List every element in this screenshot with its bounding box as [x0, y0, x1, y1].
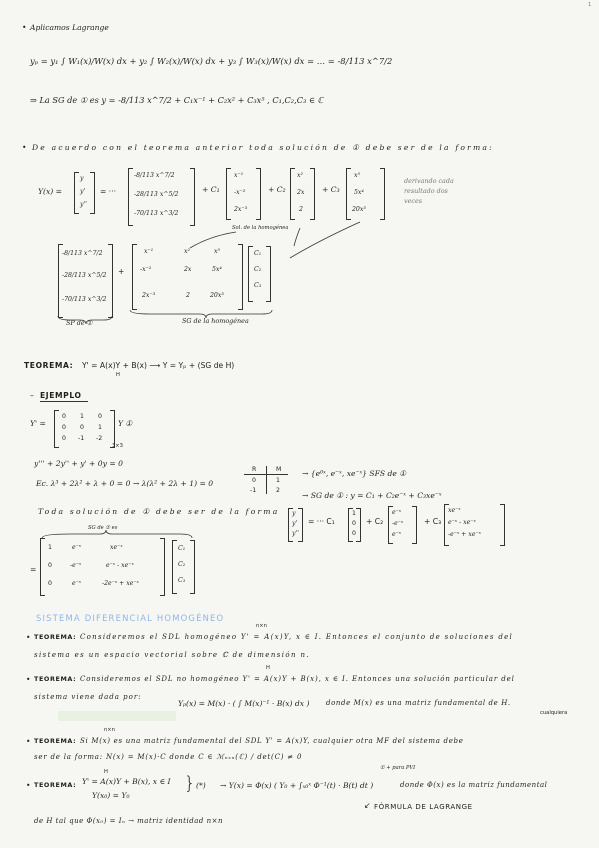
c-entry: C₃	[254, 282, 262, 289]
y-vec: y''	[292, 530, 299, 537]
theorem-tail: donde M(x) es una matriz fundamental de H.	[326, 699, 511, 707]
big-cell: -2e⁻ˣ + xe⁻ˣ	[102, 580, 139, 587]
theorem-brace-label: (*)	[196, 781, 206, 790]
y-entry: y	[80, 175, 84, 182]
bullet: •	[26, 781, 31, 790]
big-cell: 0	[48, 580, 52, 587]
ejemplo-set: → {e⁰ˣ, e⁻ˣ, xe⁻ˣ} SFS de ①	[302, 469, 407, 478]
m-cell: 1	[80, 413, 84, 420]
ejemplo-sg: → SG de ① : y = C₁ + C₂e⁻ˣ + C₃xe⁻ˣ	[302, 491, 442, 500]
y-vec: y	[292, 510, 296, 517]
theorem-note: n×n	[104, 727, 115, 733]
y-vec: y'	[292, 520, 298, 527]
bullet: •	[22, 23, 27, 32]
vec2: -e⁻ˣ	[392, 520, 404, 527]
fund-cell: 2x⁻³	[142, 292, 156, 299]
ejemplo-toda: Toda solución de ① debe ser de la forma	[38, 507, 280, 516]
vector-eq-lhs: Y(x) =	[38, 187, 62, 196]
c2-label: + C₂	[366, 517, 384, 526]
theorem-label: TEOREMA:	[34, 675, 77, 683]
m-cell: 1	[98, 424, 102, 431]
fund-cell: 2	[186, 292, 190, 299]
c2-label: + C₂	[268, 185, 286, 194]
c1-label: + C₁	[202, 185, 220, 194]
theorem-line: sistema viene dada por:	[34, 693, 142, 701]
part-entry: -70/113 x^3/2	[134, 210, 179, 217]
vec2: e⁻ˣ	[392, 509, 402, 516]
section-title: SISTEMA DIFERENCIAL HOMOGÉNEO	[36, 613, 225, 623]
theorem-line: Si M(x) es una matriz fundamental del SDL Y' = A(x)Y, cualquier otra MF del sistema debe	[80, 737, 464, 745]
vec1: 0	[352, 530, 356, 537]
c-entry: C₃	[178, 577, 186, 584]
note-line: veces	[404, 197, 423, 205]
fund-cell: 5x⁴	[212, 266, 222, 273]
bullet: •	[26, 633, 31, 642]
c-entry: C₁	[254, 250, 262, 257]
theorem-sys2: Y(x₀) = Y₀	[92, 791, 130, 800]
fund-cell: -x⁻²	[140, 266, 152, 273]
theorem-label: TEOREMA:	[34, 737, 77, 745]
theorem-lagrange-label: FÓRMULA DE LAGRANGE	[374, 803, 473, 811]
theorem-line: sistema es un espacio vectorial sobre ℂ de dimensión n.	[34, 651, 311, 659]
sp-label: SP de ①	[66, 319, 93, 327]
theorem-formula: Yₚ(x) = M(x) · ( ∫ M(x)⁻¹ · B(x) dx )	[178, 699, 310, 708]
ejemplo-eq1: y''' + 2y'' + y' + 0y = 0	[34, 459, 123, 468]
c-entry: C₁	[178, 545, 186, 552]
vec3: -e⁻ˣ + xe⁻ˣ	[448, 531, 481, 538]
theorem-tail: donde Φ(x) es la matriz fundamental	[400, 781, 548, 789]
root-cell: 0	[252, 477, 256, 484]
bullet: •	[22, 143, 27, 152]
fund-cell: 2x	[184, 266, 192, 273]
part-entry: -28/113 x^5/2	[134, 191, 179, 198]
c1-entry: 2x⁻³	[234, 206, 248, 213]
m-cell: 0	[62, 413, 66, 420]
theorem-line: Consideremos el SDL homogéneo Y' = A(x)Y, x ∈ I. Entonces el conjunto de soluciones del	[80, 633, 514, 641]
c3-entry: 5x⁴	[354, 189, 364, 196]
page-number: 1	[588, 2, 592, 8]
arrow: ↙	[364, 801, 371, 810]
vec1: 0	[352, 520, 356, 527]
theorem-note-h: H	[266, 665, 270, 671]
ejemplo-after: Y ①	[118, 419, 133, 428]
equals-dots: = ···	[100, 187, 117, 196]
lagrange-formula: yₚ = y₁ ∫ W₁(x)/W(x) dx + y₂ ∫ W₂(x)/W(x) dx + y₃ ∫ W₃(x)/W(x) dx = … = -8/113 x^7/2	[30, 56, 393, 66]
plus-sign: +	[118, 267, 125, 276]
fund-cell: x²	[184, 248, 190, 255]
c2-entry: 2x	[297, 189, 305, 196]
sp-entry: -70/113 x^3/2	[62, 296, 107, 303]
theorem-note: n×n	[256, 623, 267, 629]
lagrange-heading: Aplicamos Lagrange	[30, 23, 109, 32]
theorem-note: cualquiera	[540, 710, 568, 716]
root-cell: 2	[276, 487, 280, 494]
big-cell: e⁻ˣ - xe⁻ˣ	[106, 562, 134, 569]
vec3: e⁻ˣ - xe⁻ˣ	[448, 519, 476, 526]
note-line: resultado dos	[404, 187, 448, 195]
m-cell: -2	[96, 435, 103, 442]
lagrange-sg-line: ⇒ La SG de ① es y = -8/113 x^7/2 + C₁x⁻¹ + C₂x² + C₃x⁵ , C₁,C₂,C₃ ∈ ℂ	[30, 95, 324, 105]
ejemplo-sg-label: SG de ① es	[88, 525, 118, 531]
c-entry: C₂	[178, 561, 186, 568]
big-cell: 0	[48, 562, 52, 569]
teorema-short-h: H	[116, 372, 120, 378]
theorem-intro: De acuerdo con el teorema anterior toda solución de ① debe ser de la forma:	[32, 143, 494, 152]
sp-entry: -8/113 x^7/2	[62, 250, 103, 257]
y-entry: y'	[80, 188, 86, 195]
y-entry: y''	[80, 201, 87, 208]
ejemplo-sub: 3×3	[112, 443, 123, 449]
part-entry: -8/113 x^7/2	[134, 172, 175, 179]
vec2: e⁻ˣ	[392, 531, 402, 538]
c3-label: + C₃	[322, 185, 340, 194]
big-cell: 1	[48, 544, 52, 551]
root-head: R	[252, 466, 257, 473]
dash: –	[30, 391, 34, 400]
fund-cell: 20x³	[210, 292, 224, 299]
highlight	[58, 711, 176, 721]
big-cell: -e⁻ˣ	[70, 562, 82, 569]
c2-entry: 2	[299, 206, 303, 213]
sp-entry: -28/113 x^5/2	[62, 272, 107, 279]
m-cell: 0	[98, 413, 102, 420]
theorem-note-h: H	[104, 769, 108, 775]
theorem-label: TEOREMA:	[34, 633, 77, 641]
theorem-label: TEOREMA:	[34, 781, 77, 789]
c1-entry: x⁻¹	[234, 172, 244, 179]
theorem-sys1: Y' = A(x)Y + B(x), x ∈ I	[82, 777, 171, 786]
theorem-line: ser de la forma: N(x) = M(x)·C donde C ∈ ℳₙₓₙ(ℂ) / det(C) ≠ 0	[34, 753, 303, 761]
teorema-short-text: Y' = A(x)Y + B(x) ⟶ Y = Yₚ + (SG de H)	[82, 361, 235, 370]
root-cell: -1	[250, 487, 257, 494]
theorem-line: Consideremos el SDL no homogéneo Y' = A(x)Y + B(x), x ∈ I. Entonces una solución particular del	[80, 675, 515, 683]
big-cell: e⁻ˣ	[72, 544, 82, 551]
teorema-short-label: TEOREMA:	[24, 361, 74, 370]
bullet: •	[26, 737, 31, 746]
c3-entry: x⁵	[354, 172, 360, 179]
c-entry: C₂	[254, 266, 262, 273]
note-line: derivando cada	[404, 177, 454, 185]
brace: }	[184, 773, 196, 794]
c2-entry: x²	[297, 172, 303, 179]
vec1: 1	[352, 510, 356, 517]
c3-label: + C₃	[424, 517, 442, 526]
c1-entry: -x⁻²	[234, 189, 246, 196]
c3-entry: 20x³	[352, 206, 366, 213]
sol-hom-label: Sol. de la homogénea	[232, 225, 289, 231]
m-cell: 0	[62, 424, 66, 431]
equals-dots: = ··· C₁	[308, 517, 335, 526]
m-cell: 0	[80, 424, 84, 431]
equals: =	[30, 565, 37, 574]
root-cell: 1	[276, 477, 280, 484]
theorem-pvi: ① + para PVI	[380, 765, 416, 771]
root-head: M	[276, 466, 282, 473]
m-cell: 0	[62, 435, 66, 442]
theorem-formula: → Y(x) = Φ(x) ( Y₀ + ∫ₓ₀ˣ Φ⁻¹(t) · B(t) dt )	[220, 781, 374, 790]
vec3: xe⁻ˣ	[448, 507, 461, 514]
theorem-last: de H tal que Φ(x₀) = Iₙ → matriz identidad n×n	[34, 817, 223, 825]
big-cell: xe⁻ˣ	[110, 544, 123, 551]
ejemplo-label: EJEMPLO	[40, 391, 82, 400]
sg-hom-label: SG de la homogénea	[182, 317, 249, 325]
ejemplo-ec: Ec. λ³ + 2λ² + λ + 0 = 0 → λ(λ² + 2λ + 1) = 0	[36, 479, 214, 488]
m-cell: -1	[78, 435, 85, 442]
bullet: •	[26, 675, 31, 684]
fund-cell: x⁵	[214, 248, 220, 255]
fund-cell: x⁻¹	[144, 248, 154, 255]
big-cell: e⁻ˣ	[72, 580, 82, 587]
ejemplo-lhs: Y' =	[30, 419, 46, 428]
